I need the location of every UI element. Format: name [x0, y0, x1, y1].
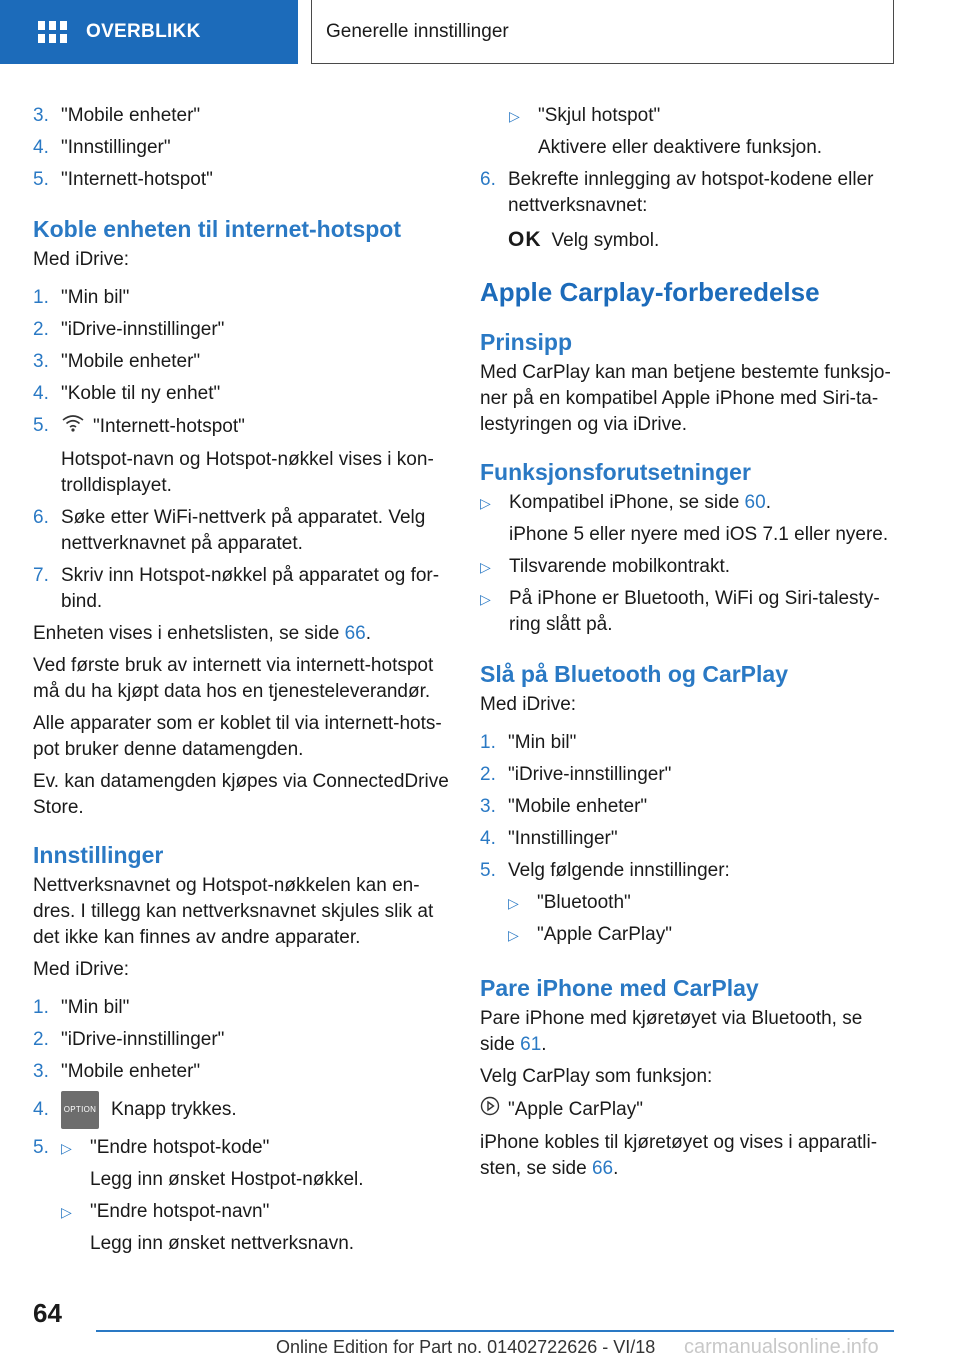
heading-bluetooth: Slå på Bluetooth og CarPlay	[480, 661, 788, 687]
left-column	[33, 103, 453, 1269]
page-link-60[interactable]: 60	[744, 492, 766, 513]
sub-item	[61, 1135, 453, 1193]
paragraph	[480, 1130, 900, 1182]
sub-item-label: "Bluetooth"	[537, 892, 631, 913]
step-text: "Min bil"	[61, 997, 130, 1018]
list-item	[33, 317, 453, 343]
text: .	[541, 1034, 547, 1055]
carplay-item-label: "Apple CarPlay"	[508, 1099, 643, 1121]
sub-item	[508, 922, 900, 948]
step-text: "iDrive-innstillinger"	[508, 764, 672, 785]
step-text: Velg følgende innstillinger:	[508, 860, 730, 881]
overview-tab[interactable]	[0, 0, 298, 64]
heading-pair: Pare iPhone med CarPlay	[480, 975, 759, 1001]
step-number: 3.	[33, 105, 49, 126]
with-idrive: Med iDrive:	[33, 959, 130, 980]
text: Enheten vises i enhetslisten, se side	[33, 623, 345, 644]
step-text: "Mobile enheter"	[61, 105, 201, 126]
step-number: 6.	[480, 169, 496, 190]
list-item	[33, 413, 453, 499]
text: iPhone kobles til kjøretøyet og vises i apparatli-sten, se side	[480, 1132, 878, 1179]
paragraph: Ev. kan datamengden kjøpes via ConnectedDrive Store.	[33, 771, 449, 818]
step-number: 5.	[33, 1137, 49, 1158]
option-button-icon: OPTION	[61, 1091, 99, 1129]
step-text: "Mobile enheter"	[61, 1061, 201, 1082]
page-number: 64	[33, 1298, 62, 1328]
bullet-desc: iPhone 5 eller nyere med iOS 7.1 eller nyere.	[509, 524, 889, 545]
text: Pare iPhone med kjøretøyet via Bluetooth, se side	[480, 1008, 863, 1055]
step-number: 2.	[33, 1029, 49, 1050]
triangle-bullet-icon: ▷	[61, 1204, 72, 1220]
heading-settings: Innstillinger	[33, 842, 164, 868]
text: Kompatibel iPhone, se side	[509, 492, 745, 513]
edition-text: Online Edition for Part no. 01402722626 - VI/18	[276, 1337, 656, 1357]
step-text: "Min bil"	[508, 732, 577, 753]
section-title: Generelle innstillinger	[311, 0, 894, 64]
triangle-bullet-icon: ▷	[508, 895, 519, 911]
sub-item-label: "Endre hotspot-kode"	[90, 1137, 270, 1158]
step-number: 7.	[33, 565, 49, 586]
sub-item	[508, 890, 900, 916]
list-item	[33, 1059, 453, 1085]
paragraph: Med CarPlay kan man betjene bestemte funksjo-ner på en kompatibel Apple iPhone med Siri-ta-lestyringen og via iDrive.	[480, 362, 891, 435]
paragraph: Ved første bruk av internett via internett-hotspot må du ha kjøpt data hos en tjenesteleverandør.	[33, 655, 434, 702]
list-item	[480, 826, 900, 852]
step-number: 3.	[480, 796, 496, 817]
step-text: "Min bil"	[61, 287, 130, 308]
step-number: 5.	[480, 860, 496, 881]
bullet-text: På iPhone er Bluetooth, WiFi og Siri-talesty-ring slått på.	[509, 588, 880, 635]
step-text: "Mobile enheter"	[508, 796, 648, 817]
step-text: Velg symbol.	[551, 230, 660, 251]
step-text: "iDrive-innstillinger"	[61, 1029, 225, 1050]
heading-principle: Prinsipp	[480, 329, 573, 355]
step-text: "iDrive-innstillinger"	[61, 319, 225, 340]
list-item	[33, 285, 453, 311]
footer-divider	[96, 1330, 894, 1332]
page-link-61[interactable]: 61	[520, 1034, 542, 1055]
bullet-item	[480, 586, 900, 638]
triangle-bullet-icon: ▷	[509, 108, 520, 124]
grid-icon	[38, 21, 66, 43]
sub-item-label: "Skjul hotspot"	[538, 105, 661, 126]
heading-requirements: Funksjonsforutsetninger	[480, 459, 751, 485]
list-item	[33, 563, 453, 615]
list-item	[33, 103, 453, 129]
step-number: 2.	[480, 764, 496, 785]
list-item	[480, 167, 900, 254]
heading-connect: Koble enheten til internet-hotspot	[33, 216, 401, 242]
list-item	[33, 349, 453, 375]
ok-row	[508, 227, 900, 254]
heading-carplay: Apple Carplay-forberedelse	[480, 277, 820, 307]
sub-item-desc: Legg inn ønsket nettverksnavn.	[90, 1233, 355, 1254]
step-text: "Koble til ny enhet"	[61, 383, 221, 404]
right-column	[480, 103, 900, 1188]
step-number: 4.	[33, 137, 49, 158]
list-item	[33, 1091, 453, 1129]
sub-item-desc: Aktivere eller deaktivere funksjon.	[538, 137, 823, 158]
list-item	[33, 505, 453, 557]
text: .	[365, 623, 371, 644]
paragraph: Nettverksnavnet og Hotspot-nøkkelen kan en-dres. I tillegg kan nettverksnavnet skjules slik at det ikke kan finnes av andre apparater.	[33, 875, 434, 948]
list-item	[480, 762, 900, 788]
sub-item-desc: Legg inn ønsket Hostpot-nøkkel.	[90, 1169, 364, 1190]
page-link-66[interactable]: 66	[591, 1158, 614, 1179]
with-idrive: Med iDrive:	[480, 694, 577, 715]
triangle-bullet-icon: ▷	[508, 927, 519, 943]
triangle-bullet-icon: ▷	[480, 495, 491, 511]
step-number: 4.	[33, 1099, 49, 1120]
step-text: "Mobile enheter"	[61, 351, 201, 372]
list-item	[480, 730, 900, 756]
overview-tab-label: OVERBLIKK	[86, 21, 201, 42]
step-number: 3.	[33, 351, 49, 372]
text: .	[613, 1158, 619, 1179]
list-item	[33, 1027, 453, 1053]
list-item	[33, 995, 453, 1021]
step-text: "Internett-hotspot"	[93, 416, 245, 438]
step-text: "Innstillinger"	[61, 137, 171, 158]
list-item	[480, 794, 900, 820]
list-item	[33, 167, 453, 193]
text: .	[765, 492, 771, 513]
list-item	[33, 1135, 453, 1263]
step-text: "Internett-hotspot"	[61, 169, 213, 190]
bullet-item	[480, 490, 900, 548]
step-number: 1.	[480, 732, 496, 753]
step-number: 4.	[33, 383, 49, 404]
step-number: 1.	[33, 287, 49, 308]
sub-item	[509, 103, 900, 161]
paragraph	[480, 1006, 900, 1058]
with-idrive: Med iDrive:	[33, 249, 130, 270]
step-text: Skriv inn Hotspot-nøkkel på apparatet og for-bind.	[61, 565, 440, 612]
bullet-text: Tilsvarende mobilkontrakt.	[509, 556, 731, 577]
step-number: 1.	[33, 997, 49, 1018]
step-text: "Innstillinger"	[508, 828, 618, 849]
paragraph: Alle apparater som er koblet til via internett-hots-pot bruker denne datamengden.	[33, 713, 442, 760]
list-item	[480, 858, 900, 954]
step-number: 2.	[33, 319, 49, 340]
wifi-icon	[61, 413, 85, 441]
step-text: Bekrefte innlegging av hotspot-kodene eller nettverksnavnet:	[508, 169, 874, 216]
step-text: Søke etter WiFi-nettverk på apparatet. Velg nettverknavnet på apparatet.	[61, 507, 426, 554]
step-number: 5.	[33, 169, 49, 190]
sub-item-label: "Apple CarPlay"	[537, 924, 672, 945]
page-link-66[interactable]: 66	[344, 623, 366, 644]
step-description: Hotspot-navn og Hotspot-nøkkel vises i kon-trolldisplayet.	[61, 449, 434, 496]
ok-icon: OK	[508, 228, 542, 251]
sub-item-label: "Endre hotspot-navn"	[90, 1201, 270, 1222]
triangle-bullet-icon: ▷	[480, 591, 491, 607]
step-number: 3.	[33, 1061, 49, 1082]
sub-item	[61, 1199, 453, 1257]
step-number: 5.	[33, 415, 49, 436]
list-item	[33, 381, 453, 407]
carplay-item-row	[480, 1096, 900, 1124]
triangle-bullet-icon: ▷	[480, 559, 491, 575]
list-item	[33, 135, 453, 161]
step-number: 6.	[33, 507, 49, 528]
triangle-bullet-icon: ▷	[61, 1140, 72, 1156]
watermark: carmanualsonline.info	[684, 1336, 879, 1358]
paragraph	[33, 621, 453, 647]
paragraph: Velg CarPlay som funksjon:	[480, 1066, 713, 1087]
play-circle-icon	[480, 1096, 500, 1124]
step-text: Knapp trykkes.	[111, 1099, 237, 1121]
step-number: 4.	[480, 828, 496, 849]
bullet-item	[480, 554, 900, 580]
